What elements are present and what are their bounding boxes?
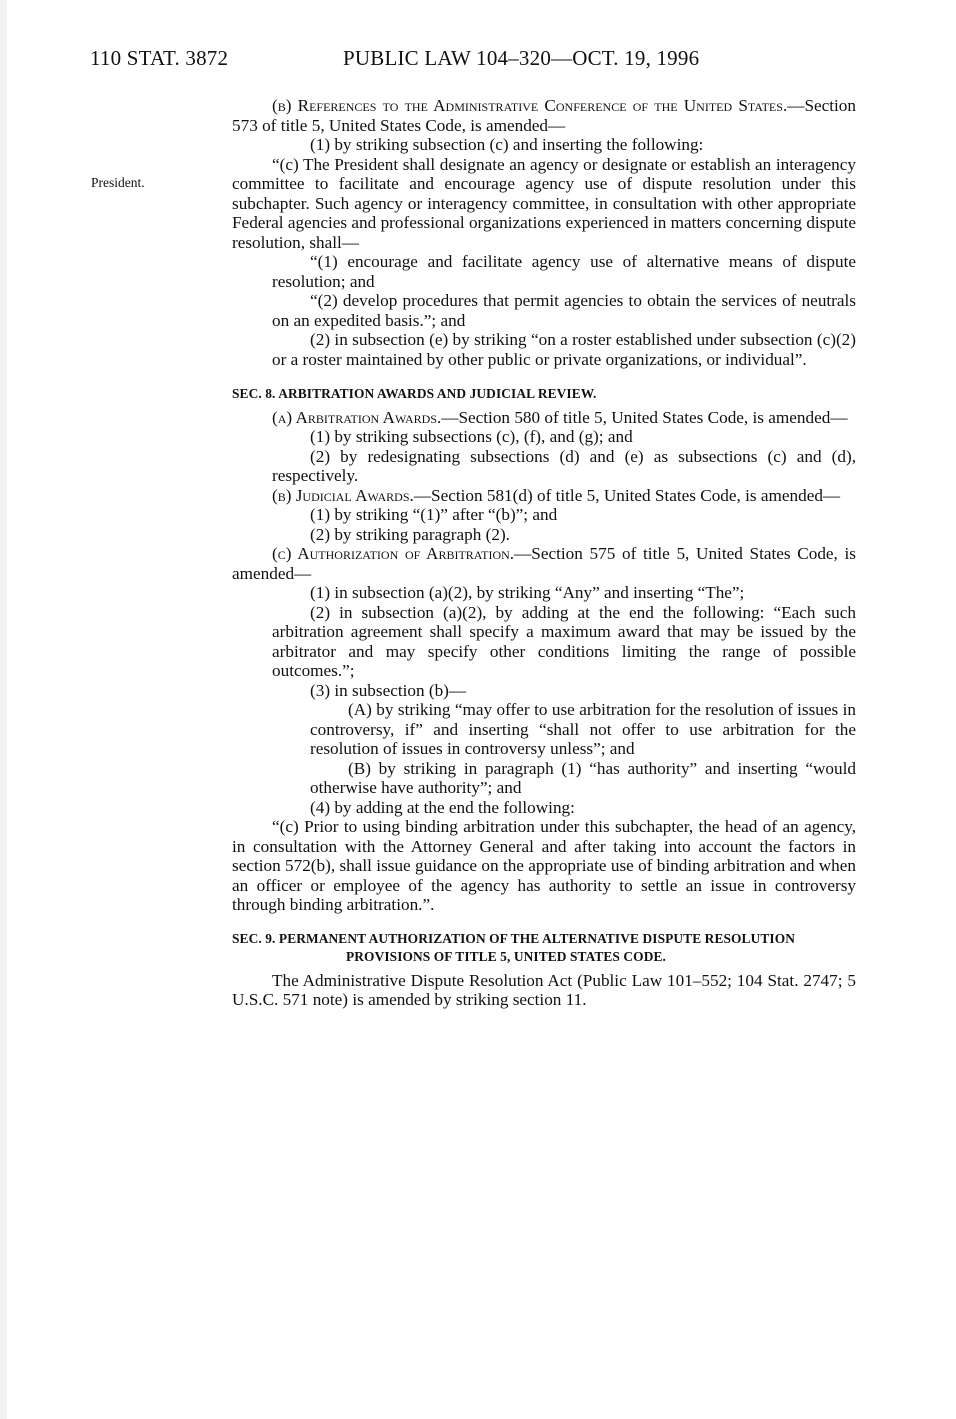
subparagraph-ac3b: (B) by striking in paragraph (1) “has authority” and inserting “would otherwise have authority”; and [310, 758, 856, 797]
quoted-subsection-c-prior: “(c) Prior to using binding arbitration under this subchapter, the head of an agency, in consultation with the Attorney General and after taking into account the factors in section 572(b), shall issue guidance on the appropriate use of binding arbitration and when an officer or employee of the agency has authority to settle an issue in controversy through binding arbitration.”. [232, 817, 856, 914]
paragraph-a2: (2) by redesignating subsections (d) and (e) as subsections (c) and (d), respectively. [272, 446, 856, 485]
running-header: PUBLIC LAW 104–320—OCT. 19, 1996 [343, 46, 700, 70]
scan-edge [0, 0, 7, 1419]
paragraph-ac3: (3) in subsection (b)— [310, 680, 467, 700]
document-body [232, 96, 856, 1010]
page-reference: 110 STAT. 3872 [90, 46, 229, 70]
section-9-heading: SEC. 9. PERMANENT AUTHORIZATION OF THE ALTERNATIVE DISPUTE RESOLUTION PROVISIONS OF TITLE 5, UNITED STATES CODE. [232, 930, 795, 964]
subsection-b-judicial-awards [232, 486, 856, 506]
subsection-heading: (b) Judicial Awards. [272, 485, 414, 505]
subsection-heading: (c) Authorization of Arbitration. [272, 544, 515, 563]
paragraph-jb2: (2) by striking paragraph (2). [310, 524, 510, 544]
paragraph-b2: (2) in subsection (e) by striking “on a roster established under subsection (c)(2) or a roster maintained by other public or private organizations, or individual”. [272, 330, 856, 369]
subsection-a-arbitration-awards [232, 408, 856, 428]
subsection-heading: (b) References to the Administrative Conference of the United States. [272, 96, 788, 115]
paragraph-ac4: (4) by adding at the end the following: [310, 797, 575, 817]
subparagraph-ac3a: (A) by striking “may offer to use arbitration for the resolution of issues in controversy, if” and inserting “shall not offer to use arbitration for the resolution of issues in controversy unless”; and [310, 700, 856, 758]
subsection-heading: (a) Arbitration Awards. [272, 407, 442, 427]
quoted-paragraph-c1: “(1) encourage and facilitate agency use of alternative means of dispute resolution; and [272, 252, 856, 291]
paragraph-jb1: (1) by striking “(1)” after “(b)”; and [310, 505, 558, 524]
paragraph-a1: (1) by striking subsections (c), (f), and (g); and [310, 427, 633, 446]
paragraph-ac2: (2) in subsection (a)(2), by adding at the end the following: “Each such arbitration agreement shall specify a maximum award that may be issued by the arbitrator and may specify other conditions limiting the range of possible outcomes.”; [272, 602, 856, 680]
subsection-text: —Section 575 of title 5, United States Code, is amended— [232, 544, 856, 583]
quoted-subsection-c: “(c) The President shall designate an agency or designate or establish an interagency committee to facilitate and encourage agency use of dispute resolution under this subchapter. Such agency or interagency committee, in consultation with other appropriate Federal agencies and professional organizations experienced in matters concerning dispute resolution, shall— [232, 154, 856, 252]
subsection-c-authorization [232, 544, 856, 583]
section-8-heading: SEC. 8. ARBITRATION AWARDS AND JUDICIAL REVIEW. [232, 386, 597, 401]
subsection-text: —Section 573 of title 5, United States Code, is amended— [232, 96, 856, 135]
paragraph-ac1: (1) in subsection (a)(2), by striking “Any” and inserting “The”; [310, 583, 745, 602]
subsection-text: —Section 580 of title 5, United States Code, is amended— [441, 407, 848, 427]
paragraph-b1: (1) by striking subsection (c) and inserting the following: [310, 135, 704, 154]
subsection-text: —Section 581(d) of title 5, United States Code, is amended— [413, 485, 841, 505]
subsection-b-references [232, 96, 856, 135]
section-9-text: The Administrative Dispute Resolution Act (Public Law 101–552; 104 Stat. 2747; 5 U.S.C. 571 note) is amended by striking section 11. [232, 970, 856, 1009]
quoted-paragraph-c2: “(2) develop procedures that permit agencies to obtain the services of neutrals on an expedited basis.”; and [272, 291, 856, 330]
margin-note: President. [91, 175, 145, 190]
